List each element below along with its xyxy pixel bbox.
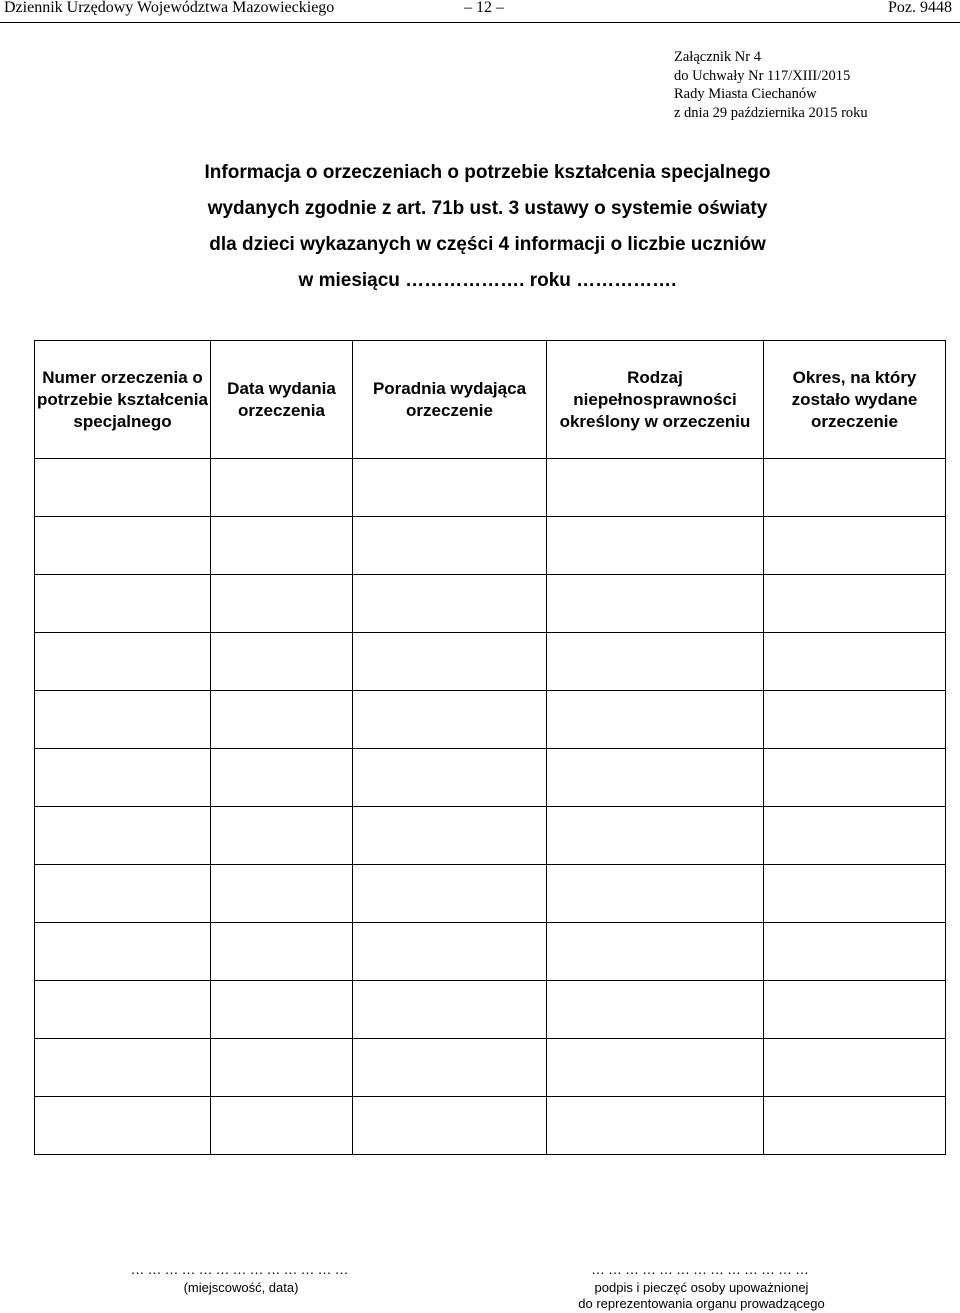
- table-row: [35, 865, 946, 923]
- table-cell[interactable]: [353, 749, 547, 807]
- table-cell[interactable]: [547, 749, 764, 807]
- signature-dots: …………………………………: [591, 1261, 812, 1277]
- table-cell[interactable]: [764, 459, 946, 517]
- signature-dots: …………………………………: [130, 1261, 352, 1277]
- table-cell[interactable]: [35, 517, 211, 575]
- table-cell[interactable]: [764, 749, 946, 807]
- table-cell[interactable]: [211, 633, 353, 691]
- table-cell[interactable]: [35, 981, 211, 1039]
- table-row: [35, 517, 946, 575]
- table-cell[interactable]: [353, 691, 547, 749]
- table-cell[interactable]: [547, 691, 764, 749]
- table-row: [35, 459, 946, 517]
- table-cell[interactable]: [353, 807, 547, 865]
- table-cell[interactable]: [547, 459, 764, 517]
- signature-place-date: [80, 1262, 402, 1296]
- table-cell[interactable]: [211, 517, 353, 575]
- signature-caption: (miejscowość, data): [183, 1280, 299, 1295]
- title-line: w miesiącu ………………. roku …………….: [298, 270, 677, 291]
- signature-authorized-person: [540, 1262, 863, 1312]
- table-cell[interactable]: [353, 517, 547, 575]
- position-number: Poz. 9448: [888, 0, 952, 16]
- table-cell[interactable]: [353, 633, 547, 691]
- table-cell[interactable]: [35, 459, 211, 517]
- table-cell[interactable]: [35, 575, 211, 633]
- table-header-row: [35, 341, 946, 459]
- table-row: [35, 1097, 946, 1155]
- table-cell[interactable]: [547, 575, 764, 633]
- title-line: dla dzieci wykazanych w części 4 informacji o liczbie uczniów: [209, 234, 766, 255]
- annex-line: Rady Miasta Ciechanów: [674, 86, 817, 102]
- table-cell[interactable]: [547, 633, 764, 691]
- table-cell[interactable]: [35, 1097, 211, 1155]
- table-cell[interactable]: [353, 865, 547, 923]
- table-cell[interactable]: [764, 575, 946, 633]
- column-header-data: Data wydania orzeczenia: [211, 341, 353, 459]
- table-cell[interactable]: [353, 575, 547, 633]
- table-cell[interactable]: [211, 1097, 353, 1155]
- table-cell[interactable]: [353, 1039, 547, 1097]
- page-number: – 12 –: [464, 0, 504, 16]
- orzeczenia-table: [34, 340, 946, 1155]
- table-cell[interactable]: [211, 691, 353, 749]
- table-row: [35, 923, 946, 981]
- table-row: [35, 1039, 946, 1097]
- annex-block: [674, 48, 868, 122]
- table-cell[interactable]: [211, 749, 353, 807]
- table-cell[interactable]: [35, 865, 211, 923]
- column-header-rodzaj: Rodzaj niepełnosprawności określony w orzeczeniu: [547, 341, 764, 459]
- table-cell[interactable]: [764, 1097, 946, 1155]
- table-cell[interactable]: [35, 749, 211, 807]
- table-cell[interactable]: [35, 691, 211, 749]
- table-cell[interactable]: [547, 923, 764, 981]
- signature-caption: do reprezentowania organu prowadzącego: [578, 1296, 825, 1311]
- table-cell[interactable]: [764, 865, 946, 923]
- table-cell[interactable]: [211, 981, 353, 1039]
- table-cell[interactable]: [547, 981, 764, 1039]
- annex-line: z dnia 29 października 2015 roku: [674, 104, 868, 121]
- table-cell[interactable]: [211, 865, 353, 923]
- title-line: Informacja o orzeczeniach o potrzebie kształcenia specjalnego: [204, 162, 771, 183]
- table-cell[interactable]: [353, 981, 547, 1039]
- table-cell[interactable]: [353, 1097, 547, 1155]
- table-cell[interactable]: [35, 923, 211, 981]
- document-title: [0, 155, 960, 299]
- page-header: [0, 0, 960, 24]
- table-cell[interactable]: [353, 459, 547, 517]
- annex-line: Załącznik Nr 4: [674, 49, 761, 65]
- annex-line: do Uchwały Nr 117/XIII/2015: [674, 67, 851, 84]
- table-cell[interactable]: [211, 923, 353, 981]
- table-cell[interactable]: [547, 517, 764, 575]
- table-cell[interactable]: [547, 1039, 764, 1097]
- title-line: wydanych zgodnie z art. 71b ust. 3 ustawy o systemie oświaty: [207, 198, 768, 219]
- table-cell[interactable]: [211, 1039, 353, 1097]
- table-row: [35, 807, 946, 865]
- table-cell[interactable]: [353, 923, 547, 981]
- table-cell[interactable]: [35, 633, 211, 691]
- table-cell[interactable]: [547, 865, 764, 923]
- table-cell[interactable]: [764, 633, 946, 691]
- table-row: [35, 633, 946, 691]
- table-cell[interactable]: [764, 981, 946, 1039]
- signature-caption: podpis i pieczęć osoby upoważnionej: [594, 1280, 809, 1295]
- column-header-okres: Okres, na który zostało wydane orzeczenie: [764, 341, 946, 459]
- table-cell[interactable]: [764, 691, 946, 749]
- table-row: [35, 575, 946, 633]
- table-cell[interactable]: [764, 923, 946, 981]
- table-cell[interactable]: [764, 1039, 946, 1097]
- header-rule: [0, 22, 960, 23]
- table-cell[interactable]: [211, 575, 353, 633]
- table-cell[interactable]: [35, 1039, 211, 1097]
- table-cell[interactable]: [764, 807, 946, 865]
- table-row: [35, 691, 946, 749]
- table-cell[interactable]: [764, 517, 946, 575]
- column-header-poradnia: Poradnia wydająca orzeczenie: [353, 341, 547, 459]
- table-cell[interactable]: [211, 459, 353, 517]
- journal-name: Dziennik Urzędowy Województwa Mazowieckiego: [4, 0, 335, 16]
- table-cell[interactable]: [35, 807, 211, 865]
- table-row: [35, 749, 946, 807]
- table-row: [35, 981, 946, 1039]
- column-header-numer: Numer orzeczenia o potrzebie kształcenia specjalnego: [35, 341, 211, 459]
- table-cell[interactable]: [547, 1097, 764, 1155]
- table-cell[interactable]: [211, 807, 353, 865]
- table-cell[interactable]: [547, 807, 764, 865]
